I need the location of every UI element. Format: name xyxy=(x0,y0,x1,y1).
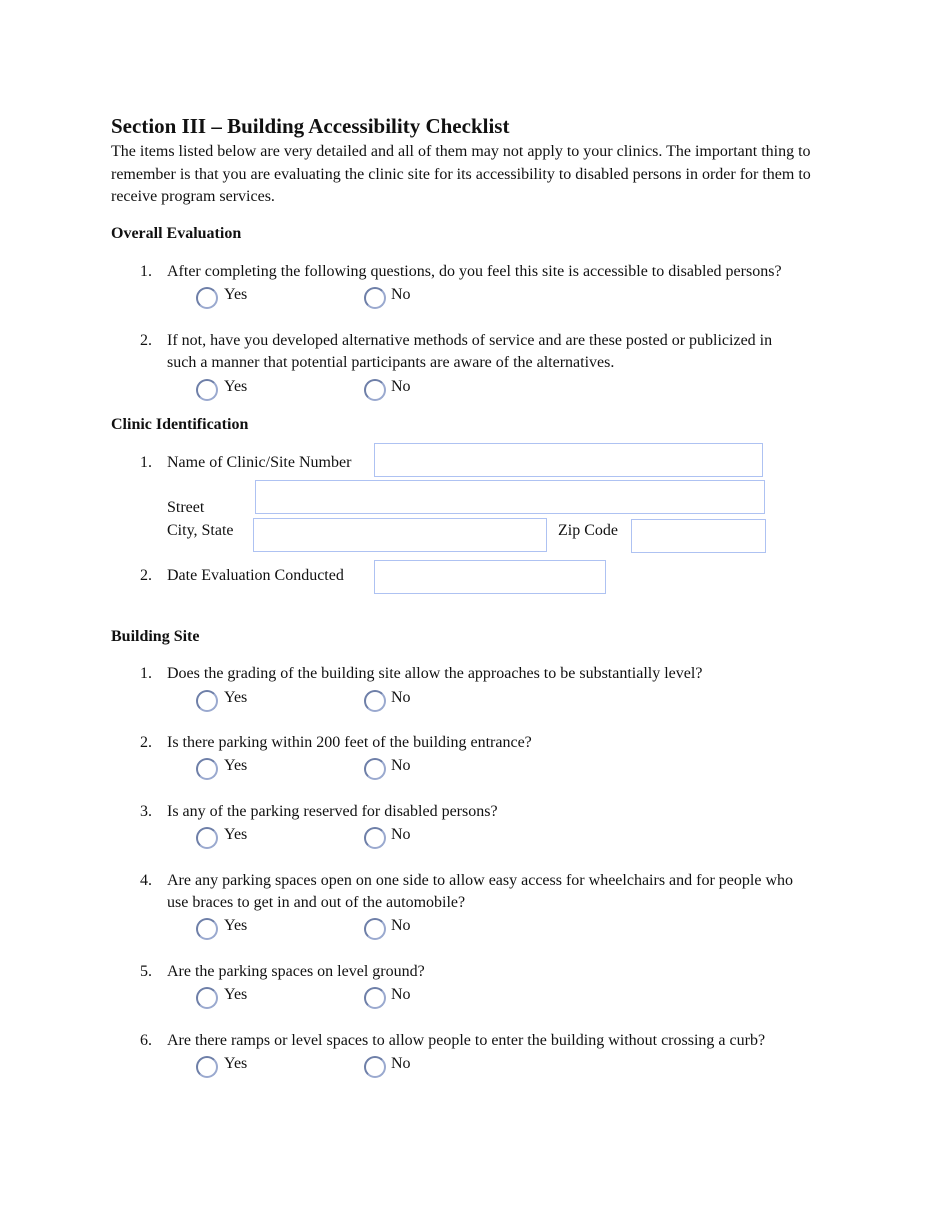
yes-label: Yes xyxy=(224,378,248,395)
question-text: Is there parking within 200 feet of the building entrance? xyxy=(167,734,532,751)
question-text: such a manner that potential participants are aware of the alternatives. xyxy=(167,354,615,371)
site-q1-no-radio[interactable] xyxy=(364,690,386,712)
site-q4-no-radio[interactable] xyxy=(364,918,386,940)
question-number: 6. xyxy=(140,1032,152,1049)
no-label: No xyxy=(391,689,411,706)
clinic-identification-heading: Clinic Identification xyxy=(111,416,249,433)
question-number: 2. xyxy=(140,332,152,349)
question-number: 5. xyxy=(140,963,152,980)
street-label: Street xyxy=(167,499,205,516)
item-number: 1. xyxy=(140,454,152,471)
overall-q1-yes-radio[interactable] xyxy=(196,287,218,309)
street-input[interactable] xyxy=(255,480,765,514)
site-q3-no-radio[interactable] xyxy=(364,827,386,849)
no-label: No xyxy=(391,757,411,774)
question-text: Does the grading of the building site allow the approaches to be substantially level? xyxy=(167,665,703,682)
no-label: No xyxy=(391,378,411,395)
question-number: 1. xyxy=(140,263,152,280)
overall-evaluation-heading: Overall Evaluation xyxy=(111,225,242,242)
no-label: No xyxy=(391,286,411,303)
site-q3-yes-radio[interactable] xyxy=(196,827,218,849)
yes-label: Yes xyxy=(224,757,248,774)
yes-label: Yes xyxy=(224,917,248,934)
question-number: 2. xyxy=(140,734,152,751)
city-state-input[interactable] xyxy=(253,518,547,552)
site-q4-yes-radio[interactable] xyxy=(196,918,218,940)
yes-label: Yes xyxy=(224,1055,248,1072)
no-label: No xyxy=(391,1055,411,1072)
site-q2-no-radio[interactable] xyxy=(364,758,386,780)
date-evaluation-input[interactable] xyxy=(374,560,606,594)
no-label: No xyxy=(391,826,411,843)
yes-label: Yes xyxy=(224,826,248,843)
question-text: After completing the following questions, do you feel this site is accessible to disabled persons? xyxy=(167,263,782,280)
zip-code-label: Zip Code xyxy=(558,522,618,539)
city-state-label: City, State xyxy=(167,522,234,539)
question-number: 3. xyxy=(140,803,152,820)
clinic-name-input[interactable] xyxy=(374,443,763,477)
no-label: No xyxy=(391,917,411,934)
date-evaluation-label: Date Evaluation Conducted xyxy=(167,567,344,584)
question-text: Are the parking spaces on level ground? xyxy=(167,963,425,980)
zip-code-input[interactable] xyxy=(631,519,766,553)
overall-q1-no-radio[interactable] xyxy=(364,287,386,309)
yes-label: Yes xyxy=(224,689,248,706)
question-text: use braces to get in and out of the automobile? xyxy=(167,894,466,911)
item-number: 2. xyxy=(140,567,152,584)
question-text: If not, have you developed alternative methods of service and are these posted or publicized in xyxy=(167,332,773,349)
site-q6-no-radio[interactable] xyxy=(364,1056,386,1078)
question-text: Is any of the parking reserved for disabled persons? xyxy=(167,803,498,820)
overall-q2-yes-radio[interactable] xyxy=(196,379,218,401)
yes-label: Yes xyxy=(224,986,248,1003)
no-label: No xyxy=(391,986,411,1003)
question-text: Are any parking spaces open on one side to allow easy access for wheelchairs and for people who xyxy=(167,872,793,889)
question-number: 1. xyxy=(140,665,152,682)
site-q5-yes-radio[interactable] xyxy=(196,987,218,1009)
question-text: Are there ramps or level spaces to allow people to enter the building without crossing a curb? xyxy=(167,1032,766,1049)
building-site-heading: Building Site xyxy=(111,628,200,645)
page-title: Section III – Building Accessibility Checklist xyxy=(111,114,510,138)
overall-q2-no-radio[interactable] xyxy=(364,379,386,401)
site-q1-yes-radio[interactable] xyxy=(196,690,218,712)
site-q2-yes-radio[interactable] xyxy=(196,758,218,780)
yes-label: Yes xyxy=(224,286,248,303)
question-number: 4. xyxy=(140,872,152,889)
intro-paragraph: The items listed below are very detailed and all of them may not apply to your clinics. The important thing to remember is that you are evaluating the clinic site for its accessibility to disabled persons in order for them to receive program services. xyxy=(111,143,811,205)
site-q6-yes-radio[interactable] xyxy=(196,1056,218,1078)
clinic-name-label: Name of Clinic/Site Number xyxy=(167,454,352,471)
site-q5-no-radio[interactable] xyxy=(364,987,386,1009)
